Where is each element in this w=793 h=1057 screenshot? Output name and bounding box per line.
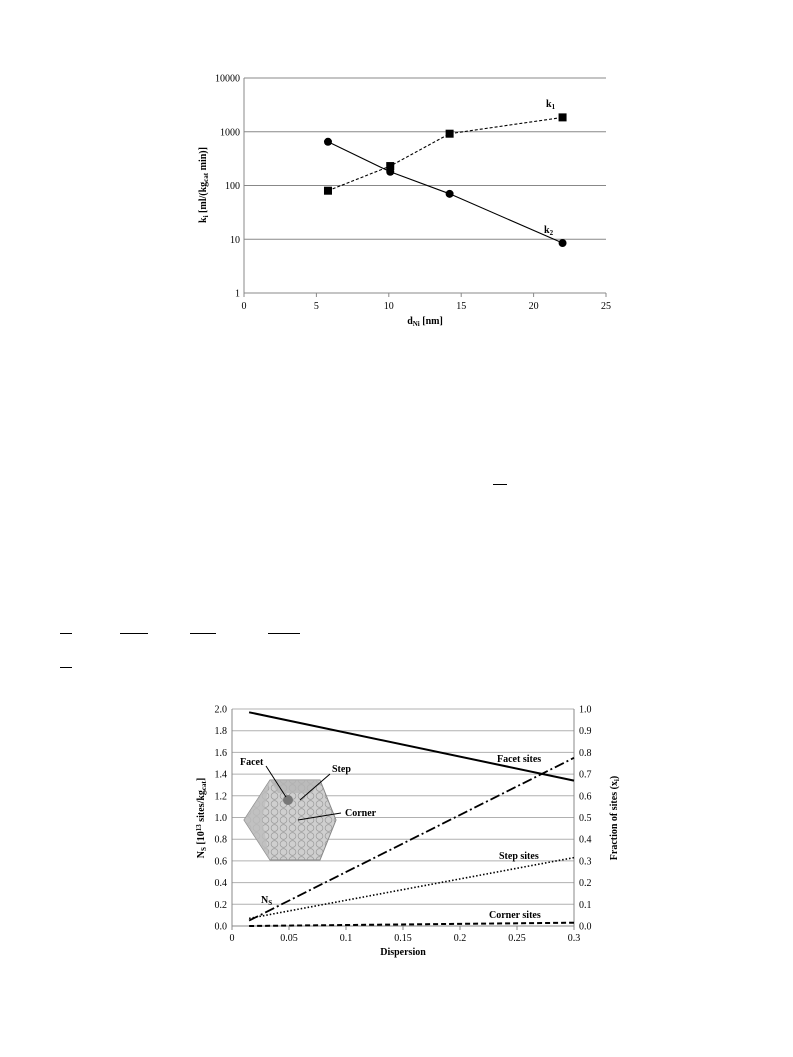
inset-label-step: Step bbox=[332, 764, 351, 775]
y-right-tick-label: 0.2 bbox=[579, 878, 592, 890]
inset-label-facet: Facet bbox=[240, 757, 264, 768]
x-tick-label: 10 bbox=[383, 301, 394, 312]
data-point-k2 bbox=[559, 239, 567, 247]
rate-constant-chart bbox=[198, 74, 611, 329]
y-tick-label: 10 bbox=[230, 234, 240, 246]
y-tick-label: 1.8 bbox=[214, 726, 227, 738]
data-point-k2 bbox=[386, 168, 394, 176]
series-label-step-sites: Step sites bbox=[499, 851, 539, 862]
x-tick-label: 0.3 bbox=[567, 933, 581, 944]
y-tick-label: 0.6 bbox=[214, 856, 227, 868]
x-tick-label: 0 bbox=[229, 933, 235, 944]
x-tick-label: 0.25 bbox=[508, 933, 526, 944]
x-axis-label: $d_{Ni}$ [nm] bbox=[407, 316, 443, 328]
y-tick-label: 2.0 bbox=[214, 704, 227, 716]
y-right-tick-label: 0.7 bbox=[579, 769, 592, 781]
particle-inset-image bbox=[244, 780, 336, 860]
site-fraction-chart bbox=[195, 705, 621, 959]
data-point-k1 bbox=[324, 187, 332, 195]
y-tick-label: 1.4 bbox=[214, 769, 227, 781]
y-tick-label: 0.0 bbox=[214, 921, 227, 933]
y-axis-label: $N_S$ [$10^{13}$ sites/$kg_{cat}$] bbox=[195, 777, 208, 859]
equation-bar bbox=[60, 667, 72, 668]
x-axis-label: Dispersion bbox=[380, 947, 426, 958]
series-line-facet-sites bbox=[249, 712, 574, 780]
facet-marker bbox=[283, 795, 293, 805]
y-axis-label-right: Fraction of sites $(x_i)$ bbox=[609, 775, 621, 861]
equation-bar bbox=[493, 484, 507, 485]
y-right-tick-label: 0.0 bbox=[579, 921, 592, 933]
x-tick-label: 0.2 bbox=[453, 933, 467, 944]
y-tick-label: 1.0 bbox=[214, 813, 227, 824]
series-line-k2 bbox=[328, 142, 563, 243]
x-tick-label: 20 bbox=[528, 301, 539, 312]
y-tick-label: 1.2 bbox=[214, 791, 227, 803]
x-tick-label: 5 bbox=[313, 301, 319, 312]
y-tick-label: 0.8 bbox=[214, 834, 227, 846]
y-tick-label: 0.2 bbox=[214, 899, 227, 911]
y-right-tick-label: 0.4 bbox=[579, 834, 592, 846]
equation-bar bbox=[190, 633, 216, 634]
series-label-corner-sites: Corner sites bbox=[489, 910, 541, 921]
y-right-tick-label: 0.1 bbox=[579, 899, 592, 911]
y-right-tick-label: 1.0 bbox=[579, 704, 592, 716]
y-right-tick-label: 0.9 bbox=[579, 726, 592, 738]
y-right-tick-label: 0.5 bbox=[579, 813, 592, 824]
equation-bar bbox=[60, 633, 72, 634]
y-axis-label: $k_i$ [$ml/(kg_{cat}$ min)] bbox=[198, 147, 210, 223]
series-label-k2: $k_2$ bbox=[544, 225, 554, 237]
data-point-k1 bbox=[446, 130, 454, 138]
x-tick-label: 0 bbox=[241, 301, 247, 312]
x-tick-label: 0.1 bbox=[339, 933, 353, 944]
y-right-tick-label: 0.8 bbox=[579, 747, 592, 759]
y-tick-label: 100 bbox=[225, 181, 240, 192]
y-tick-label: 1000 bbox=[220, 127, 240, 139]
data-point-k2 bbox=[324, 138, 332, 146]
y-right-tick-label: 0.3 bbox=[579, 856, 592, 868]
x-tick-label: 15 bbox=[456, 301, 467, 312]
series-label-facet-sites: Facet sites bbox=[497, 754, 542, 765]
y-right-tick-label: 0.6 bbox=[579, 791, 592, 803]
y-tick-label: 1.6 bbox=[214, 747, 227, 759]
series-label-ns: $N_S$ bbox=[261, 895, 273, 907]
data-point-k2 bbox=[446, 190, 454, 198]
equation-bar bbox=[268, 633, 300, 634]
inset-label-corner: Corner bbox=[345, 808, 377, 819]
equation-bar bbox=[120, 633, 148, 634]
series-line-k1 bbox=[328, 117, 563, 190]
series-label-k1: $k_1$ bbox=[546, 99, 556, 111]
x-tick-label: 0.15 bbox=[394, 933, 412, 944]
y-tick-label: 1 bbox=[235, 288, 240, 300]
data-point-k1 bbox=[559, 113, 567, 121]
x-tick-label: 25 bbox=[601, 301, 611, 312]
y-tick-label: 10000 bbox=[215, 73, 240, 85]
y-tick-label: 0.4 bbox=[214, 878, 227, 890]
x-tick-label: 0.05 bbox=[280, 933, 298, 944]
